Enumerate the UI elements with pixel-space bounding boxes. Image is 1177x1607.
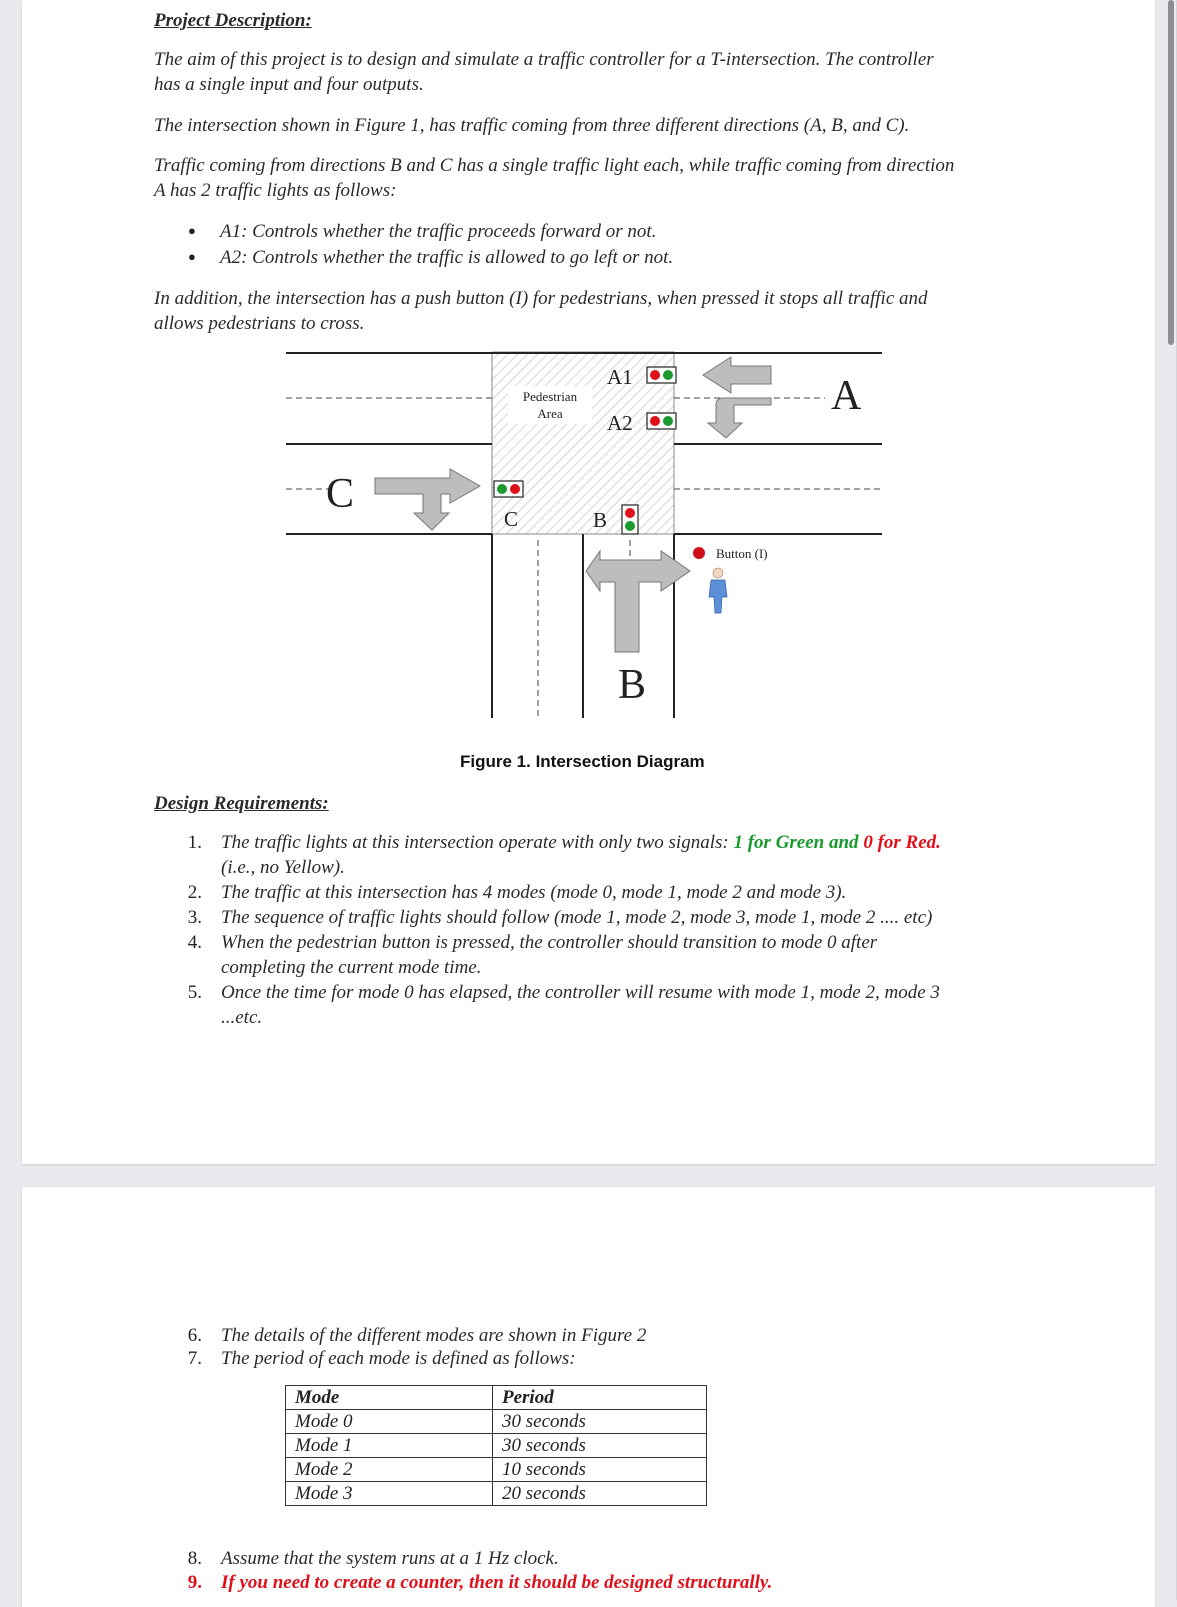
- table-row: [286, 1410, 707, 1434]
- paragraph-4-line-2: allows pedestrians to cross.: [154, 313, 365, 334]
- table-row: [286, 1458, 707, 1482]
- paragraph-1-line-2: has a single input and four outputs.: [154, 74, 424, 95]
- item-number: 8.: [187, 1548, 202, 1569]
- arrow-c-icon: [375, 469, 480, 530]
- paragraph-4-line-1: In addition, the intersection has a push button (I) for pedestrians, when pressed it stops all traffic and: [154, 288, 928, 309]
- traffic-light-a2: [647, 413, 676, 429]
- table-cell-mode: Mode 2: [286, 1458, 493, 1482]
- pedestrian-person-icon: [709, 568, 727, 613]
- item-number: 2.: [187, 882, 202, 903]
- requirement-8: Assume that the system runs at a 1 Hz clock.: [221, 1548, 559, 1569]
- paragraph-2: The intersection shown in Figure 1, has traffic coming from three different directions (A, B, and C).: [154, 115, 910, 136]
- table-cell-mode: Mode 0: [286, 1410, 493, 1434]
- traffic-light-b: [622, 505, 638, 534]
- paragraph-3-line-2: A has 2 traffic lights as follows:: [154, 180, 397, 201]
- button-label: Button (I): [716, 546, 768, 561]
- item-number: 7.: [187, 1348, 202, 1369]
- requirement-4-line-2: completing the current mode time.: [221, 957, 482, 978]
- requirement-6: The details of the different modes are shown in Figure 2: [221, 1325, 647, 1346]
- item-number: 4.: [187, 932, 202, 953]
- bullet-dot: ●: [188, 249, 196, 264]
- table-cell-period: 30 seconds: [493, 1434, 707, 1458]
- requirement-5-line-2: ...etc.: [221, 1007, 263, 1028]
- traffic-light-c: [494, 481, 523, 497]
- table-cell-period: 10 seconds: [493, 1458, 707, 1482]
- bullet-a2: A2: Controls whether the traffic is allowed to go left or not.: [220, 247, 674, 268]
- requirement-9: If you need to create a counter, then it should be designed structurally.: [221, 1572, 773, 1593]
- mode-period-table: [285, 1385, 707, 1506]
- pedestrian-label-line-2: Area: [537, 406, 563, 421]
- table-header-period: Period: [493, 1386, 707, 1410]
- table-header-row: [286, 1386, 707, 1410]
- label-a2: A2: [607, 411, 633, 435]
- table-row: [286, 1434, 707, 1458]
- item-number: 5.: [187, 982, 202, 1003]
- requirement-1-line-2: (i.e., no Yellow).: [221, 857, 345, 878]
- item-number: 6.: [187, 1325, 202, 1346]
- arrow-a-left-turn-icon: [708, 398, 771, 438]
- label-a1: A1: [607, 365, 633, 389]
- table-cell-mode: Mode 3: [286, 1482, 493, 1506]
- traffic-light-a1: [647, 367, 676, 383]
- requirement-3: The sequence of traffic lights should follow (mode 1, mode 2, mode 3, mode 1, mode 2 .... etc): [221, 907, 933, 928]
- item-number: 9.: [187, 1572, 202, 1593]
- table-cell-period: 30 seconds: [493, 1410, 707, 1434]
- direction-c-label: C: [326, 471, 355, 517]
- pedestrian-label-line-1: Pedestrian: [522, 389, 578, 404]
- light-c-label: C: [504, 507, 519, 531]
- table-cell-mode: Mode 1: [286, 1434, 493, 1458]
- paragraph-3-line-1: Traffic coming from directions B and C has a single traffic light each, while traffic coming from direction: [154, 155, 955, 176]
- requirement-7: The period of each mode is defined as follows:: [221, 1348, 576, 1369]
- table-cell-period: 20 seconds: [493, 1482, 707, 1506]
- table-header-mode: Mode: [286, 1386, 493, 1410]
- item-number: 1.: [187, 832, 202, 853]
- project-description-heading: Project Description:: [154, 10, 312, 31]
- item-number: 3.: [187, 907, 202, 928]
- bullet-a1: A1: Controls whether the traffic proceeds forward or not.: [220, 221, 657, 242]
- requirement-1-line-1: The traffic lights at this intersection operate with only two signals: 1 for Green and 0 for Red.: [221, 832, 941, 853]
- bullet-dot: ●: [188, 223, 196, 238]
- pedestrian-button-icon: [693, 547, 705, 559]
- intersection-diagram: [0, 0, 1177, 780]
- figure-caption: Figure 1. Intersection Diagram: [460, 752, 705, 771]
- arrow-a-forward-icon: [703, 357, 771, 393]
- table-row: [286, 1482, 707, 1506]
- design-requirements-heading: Design Requirements:: [154, 793, 329, 814]
- light-b-label: B: [593, 508, 608, 532]
- requirement-2: The traffic at this intersection has 4 modes (mode 0, mode 1, mode 2 and mode 3).: [221, 882, 847, 903]
- direction-a-label: A: [831, 373, 862, 419]
- paragraph-1-line-1: The aim of this project is to design and simulate a traffic controller for a T-intersection. The controller: [154, 49, 934, 70]
- requirement-4-line-1: When the pedestrian button is pressed, the controller should transition to mode 0 after: [221, 932, 878, 953]
- direction-b-label: B: [618, 662, 647, 708]
- requirement-5-line-1: Once the time for mode 0 has elapsed, the controller will resume with mode 1, mode 2, mode 3: [221, 982, 940, 1003]
